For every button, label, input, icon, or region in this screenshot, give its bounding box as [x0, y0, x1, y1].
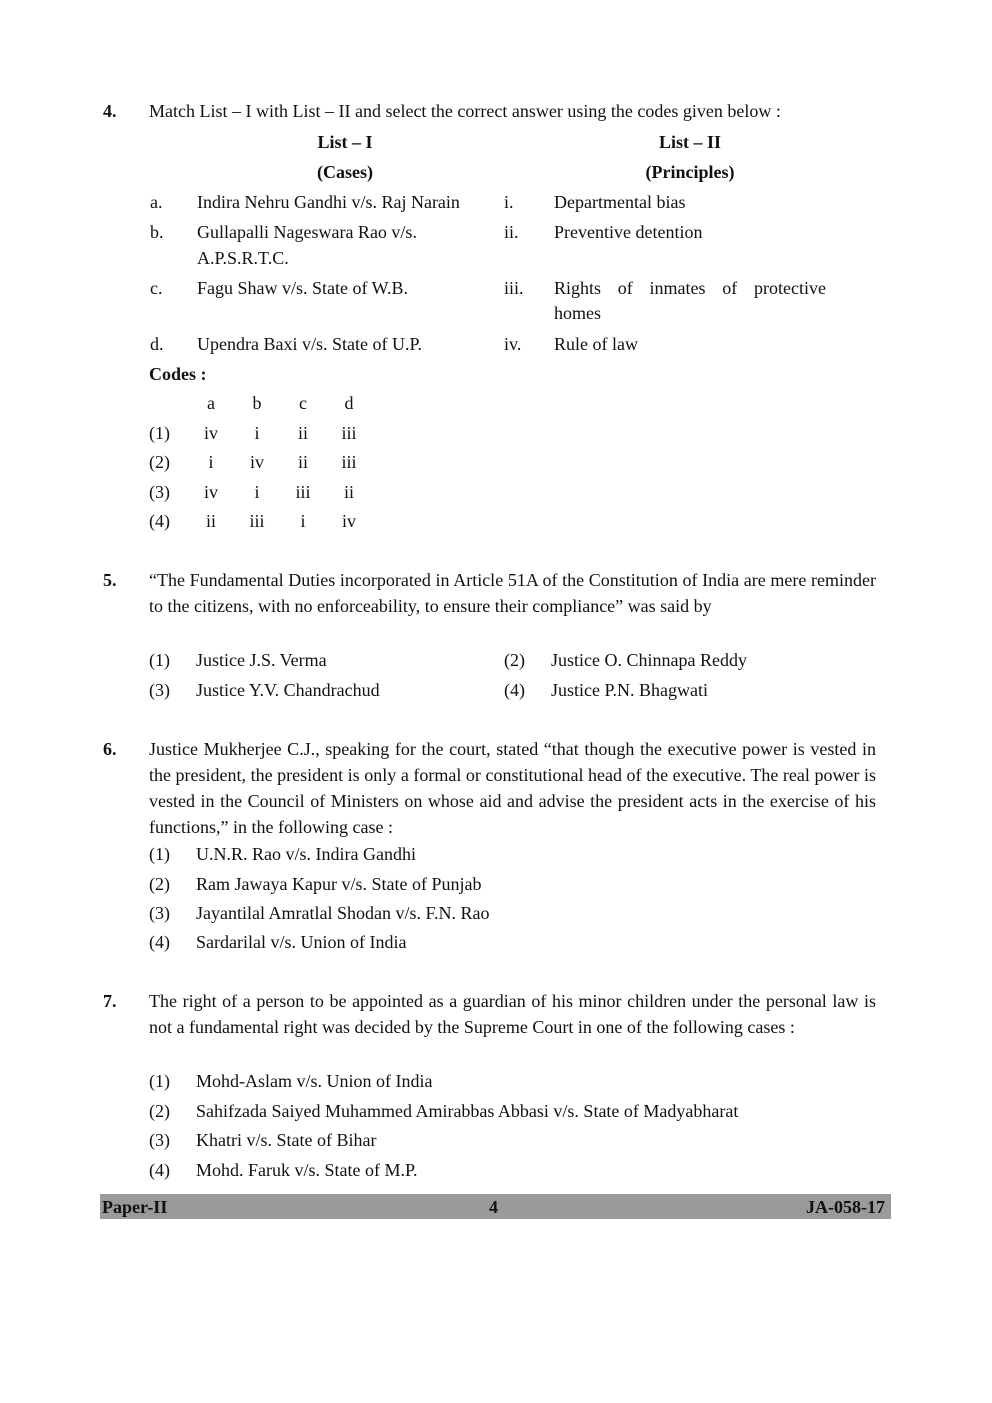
question-number: 7.: [103, 991, 117, 1011]
code-value: i: [254, 482, 260, 502]
option-text: Justice P.N. Bhagwati: [551, 680, 708, 700]
option-text: Khatri v/s. State of Bihar: [196, 1130, 377, 1150]
principle-name: Preventive detention: [554, 222, 703, 242]
principle-name: Departmental bias: [554, 192, 686, 212]
case-name-cont: A.P.S.R.T.C.: [197, 248, 289, 268]
case-letter: d.: [150, 334, 164, 354]
option-text: Jayantilal Amratlal Shodan v/s. F.N. Rao: [196, 903, 490, 923]
code-value: iv: [203, 423, 218, 443]
case-letter: b.: [150, 222, 164, 242]
option-text: Sahifzada Saiyed Muhammed Amirabbas Abbasi v/s. State of Madyabharat: [196, 1101, 739, 1121]
option-number: (2): [504, 650, 525, 670]
option-number: (3): [149, 680, 170, 700]
option-number: (4): [504, 680, 525, 700]
footer-exam-code: JA-058-17: [806, 1197, 885, 1217]
option-number: (1): [149, 650, 170, 670]
code-header: d: [344, 393, 354, 413]
option-number: (1): [149, 844, 170, 864]
option-text: Justice O. Chinnapa Reddy: [551, 650, 747, 670]
principle-numeral: i.: [504, 192, 514, 212]
question-text: “The Fundamental Duties incorporated in Article 51A of the Constitution of India are mere reminder to the citizens, with no enforceability, to ensure their compliance” was said by: [149, 570, 876, 616]
question-text: The right of a person to be appointed as a guardian of his minor children under the personal law is not a fundamental right was decided by the Supreme Court in one of the following cases :: [149, 991, 876, 1037]
question-number: 5.: [103, 570, 117, 590]
option-number: (3): [149, 903, 170, 923]
option-text: Mohd-Aslam v/s. Union of India: [196, 1071, 433, 1091]
question-number: 4.: [103, 101, 117, 121]
code-value: i: [254, 423, 260, 443]
list-1-title: List – I: [317, 132, 373, 152]
option-number: (3): [149, 1130, 170, 1150]
code-value: iv: [341, 511, 356, 531]
code-value: iii: [341, 452, 357, 472]
option-number: (2): [149, 1101, 170, 1121]
list-2-subtitle: (Principles): [645, 162, 735, 182]
question-text: Justice Mukherjee C.J., speaking for the court, stated “that though the executive power is vested in the president, the president is only a formal or constitutional head of the executive. The real power is vested in the Council of Ministers on whose aid and advise the president acts in the exercise of his functions,” in the following case :: [149, 739, 876, 837]
principle-name: Rights of inmates of protective: [554, 278, 826, 298]
principle-numeral: iv.: [504, 334, 522, 354]
case-name: Gullapalli Nageswara Rao v/s.: [197, 222, 417, 242]
code-value: ii: [343, 482, 354, 502]
option-number: (2): [149, 452, 170, 472]
option-number: (1): [149, 1071, 170, 1091]
codes-label: Codes :: [149, 364, 207, 384]
case-name: Upendra Baxi v/s. State of U.P.: [197, 334, 422, 354]
principle-numeral: iii.: [504, 278, 524, 298]
code-value: iii: [249, 511, 265, 531]
code-value: iv: [249, 452, 264, 472]
option-text: Mohd. Faruk v/s. State of M.P.: [196, 1160, 418, 1180]
code-value: iii: [341, 423, 357, 443]
question-text: Match List – I with List – II and select the correct answer using the codes given below :: [149, 101, 781, 121]
option-text: U.N.R. Rao v/s. Indira Gandhi: [196, 844, 416, 864]
option-text: Ram Jawaya Kapur v/s. State of Punjab: [196, 874, 482, 894]
code-value: iii: [295, 482, 311, 502]
option-number: (3): [149, 482, 170, 502]
option-number: (1): [149, 423, 170, 443]
list-1-subtitle: (Cases): [317, 162, 373, 182]
case-name: Indira Nehru Gandhi v/s. Raj Narain: [197, 192, 460, 212]
code-value: ii: [297, 423, 308, 443]
code-header: c: [299, 393, 307, 413]
principle-numeral: ii.: [504, 222, 519, 242]
code-header: a: [207, 393, 215, 413]
option-text: Justice J.S. Verma: [196, 650, 327, 670]
code-value: iv: [203, 482, 218, 502]
code-value: i: [300, 511, 306, 531]
option-number: (4): [149, 511, 170, 531]
question-number: 6.: [103, 739, 117, 759]
case-letter: c.: [150, 278, 163, 298]
page-footer: [100, 1194, 891, 1219]
option-number: (2): [149, 874, 170, 894]
case-letter: a.: [150, 192, 163, 212]
list-2-title: List – II: [658, 132, 721, 152]
principle-name: Rule of law: [554, 334, 638, 354]
principle-name-cont: homes: [554, 303, 601, 323]
option-text: Sardarilal v/s. Union of India: [196, 932, 407, 952]
footer-paper-label: Paper-II: [102, 1197, 168, 1217]
case-name: Fagu Shaw v/s. State of W.B.: [197, 278, 409, 298]
code-value: i: [208, 452, 214, 472]
option-number: (4): [149, 1160, 170, 1180]
option-text: Justice Y.V. Chandrachud: [196, 680, 380, 700]
code-header: b: [252, 393, 262, 413]
code-value: ii: [297, 452, 308, 472]
option-number: (4): [149, 932, 170, 952]
code-value: ii: [205, 511, 216, 531]
footer-page-number: 4: [489, 1197, 498, 1217]
